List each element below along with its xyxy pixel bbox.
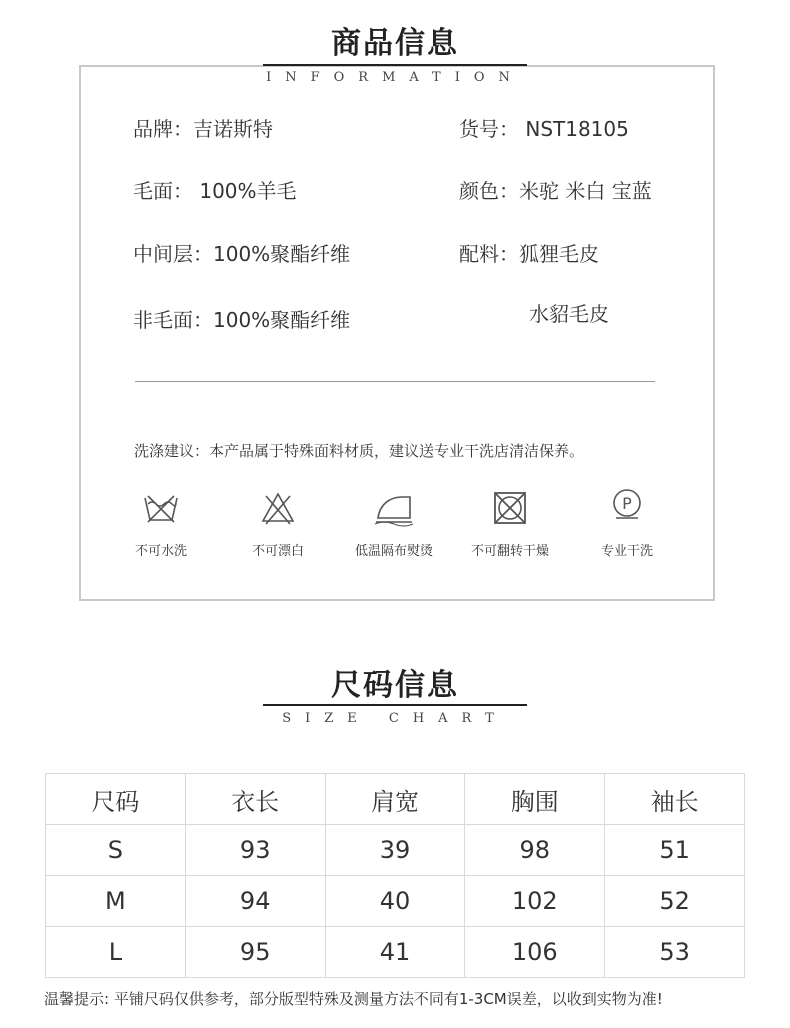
table-row [46, 825, 745, 876]
table-cell: 39 [325, 825, 465, 876]
header-chest: 胸围 [465, 774, 605, 825]
low-temp-iron-with-cloth-icon [372, 488, 416, 528]
no-wash-icon [141, 488, 181, 528]
care-label: 不可漂白 [251, 544, 304, 559]
care-item-iron [329, 488, 459, 559]
size-chart-subtitle: SIZE CHART [282, 711, 508, 726]
shell-fabric-field: 毛面： 100%羊毛 [133, 179, 297, 203]
table-cell: 41 [325, 927, 465, 978]
care-label: 低温隔布熨烫 [354, 544, 433, 559]
product-info-title: 商品信息 [331, 26, 459, 61]
product-info-subtitle: INFORMATION [266, 70, 524, 85]
brand-field: 品牌：吉诺斯特 [133, 117, 273, 141]
non-shell-field: 非毛面：100%聚酯纤维 [133, 308, 351, 332]
table-cell: S [46, 825, 186, 876]
trim-extra-field: 水貂毛皮 [529, 302, 609, 326]
care-item-dry-clean [562, 484, 692, 559]
table-cell: 53 [605, 927, 745, 978]
size-footnote: 温馨提示: 平铺尺码仅供参考，部分版型特殊及测量方法不同有1-3CM误差，以收到实物为准! [44, 990, 663, 1008]
title-underline [263, 704, 527, 706]
table-row [46, 876, 745, 927]
trim-field: 配料：狐狸毛皮 [459, 242, 599, 266]
no-tumble-dry-icon [490, 488, 530, 528]
table-cell: 51 [605, 825, 745, 876]
care-item-no-tumble-dry [445, 488, 575, 559]
care-label: 专业干洗 [600, 544, 653, 559]
middle-layer-field: 中间层：100%聚酯纤维 [133, 242, 351, 266]
care-item-no-bleach [213, 488, 343, 559]
care-item-no-wash [96, 488, 226, 559]
table-cell: 94 [185, 876, 325, 927]
table-cell: 93 [185, 825, 325, 876]
sku-field: 货号： NST18105 [459, 117, 629, 141]
table-header-row [46, 774, 745, 825]
table-cell: L [46, 927, 186, 978]
table-cell: 40 [325, 876, 465, 927]
header-length: 衣长 [185, 774, 325, 825]
header-sleeve: 袖长 [605, 774, 745, 825]
color-field: 颜色：米驼 米白 宝蓝 [459, 179, 652, 203]
section-divider [135, 381, 655, 382]
no-bleach-icon [258, 488, 298, 528]
table-cell: 98 [465, 825, 605, 876]
professional-dry-clean-icon [607, 484, 647, 524]
table-cell: 95 [185, 927, 325, 978]
header-shoulder: 肩宽 [325, 774, 465, 825]
wash-note: 洗涤建议：本产品属于特殊面料材质，建议送专业干洗店清洁保养。 [134, 442, 585, 460]
table-cell: M [46, 876, 186, 927]
dry-clean-letter: P [622, 494, 632, 513]
table-row [46, 927, 745, 978]
table-cell: 52 [605, 876, 745, 927]
table-cell: 102 [465, 876, 605, 927]
size-table [45, 773, 745, 978]
title-underline [263, 64, 527, 66]
header-size: 尺码 [46, 774, 186, 825]
care-label: 不可水洗 [134, 544, 187, 559]
care-label: 不可翻转干燥 [470, 544, 549, 559]
table-cell: 106 [465, 927, 605, 978]
size-chart-title: 尺码信息 [331, 668, 459, 703]
